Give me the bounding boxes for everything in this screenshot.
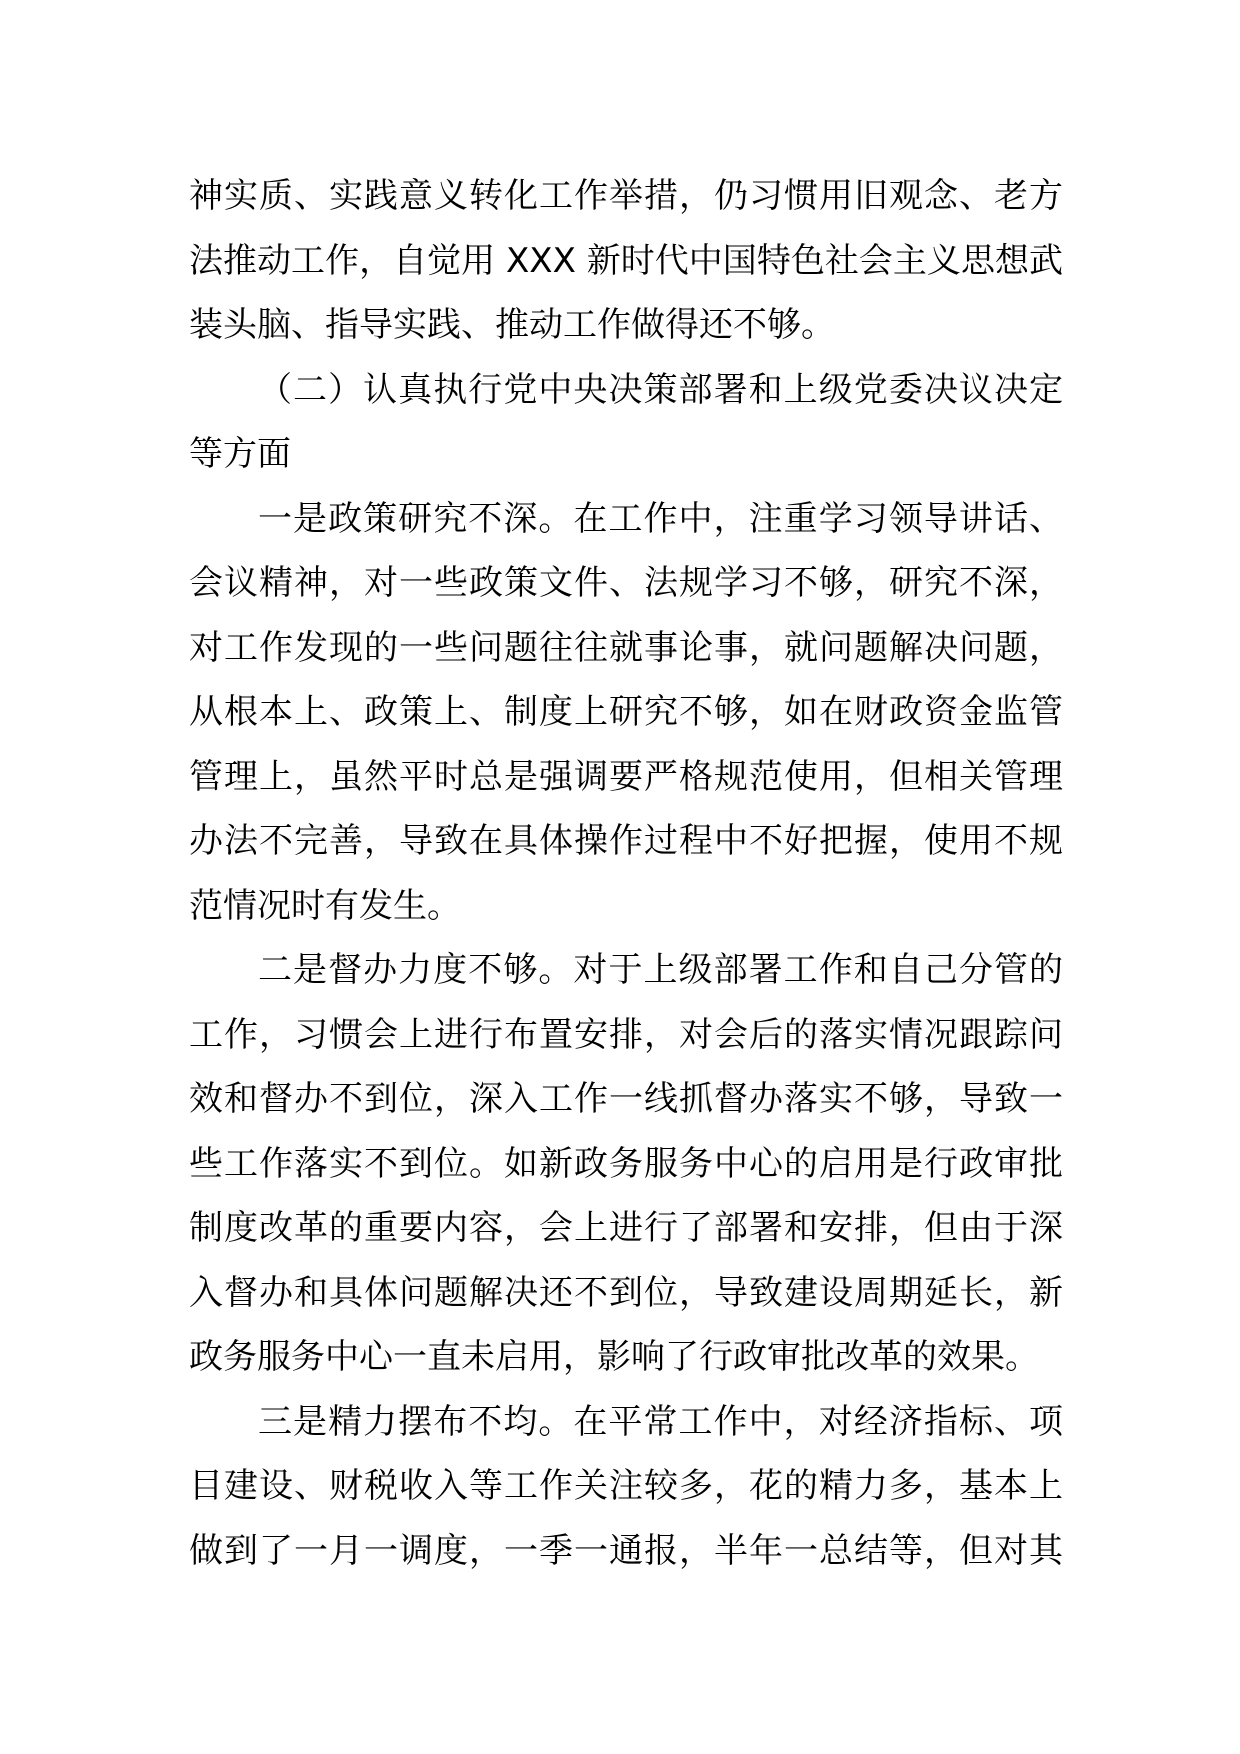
text-line: 制度改革的重要内容，会上进行了部署和安排，但由于深 [189, 1208, 1063, 1248]
text-line: 入督办和具体问题解决还不到位，导致建设周期延长，新 [189, 1272, 1063, 1313]
text-line: 二是督办力度不够。对于上级部署工作和自己分管的 [258, 950, 1063, 990]
text-line: 会议精神，对一些政策文件、法规学习不够，研究不深， [189, 563, 1063, 603]
document-body [189, 164, 1063, 1583]
section-heading-line: （二）认真执行党中央决策部署和上级党委决议决定 [258, 369, 1063, 410]
section-heading-line: 等方面 [189, 434, 291, 474]
text-line: 神实质、实践意义转化工作举措，仍习惯用旧观念、老方 [189, 176, 1063, 216]
text-line: 效和督办不到位，深入工作一线抓督办落实不够，导致一 [189, 1079, 1063, 1119]
text-line: 办法不完善，导致在具体操作过程中不好把握，使用不规 [189, 821, 1063, 861]
text-line: 范情况时有发生。 [189, 885, 461, 926]
text-line: 些工作落实不到位。如新政务服务中心的启用是行政审批 [189, 1143, 1063, 1184]
text-line: 做到了一月一调度，一季一通报，半年一总结等，但对其 [189, 1530, 1063, 1571]
text-line: 工作，习惯会上进行布置安排，对会后的落实情况跟踪问 [189, 1014, 1063, 1055]
text-line: 政务服务中心一直未启用，影响了行政审批改革的效果。 [189, 1337, 1039, 1377]
text-line: 目建设、财税收入等工作关注较多，花的精力多，基本上 [189, 1466, 1063, 1506]
text-line: 装头脑、指导实践、推动工作做得还不够。 [189, 305, 835, 345]
text-line: 从根本上、政策上、制度上研究不够，如在财政资金监管 [189, 692, 1063, 732]
text-line: 法推动工作，自觉用 XXX 新时代中国特色社会主义思想武 [189, 240, 1063, 281]
text-line: 三是精力摆布不均。在平常工作中，对经济指标、项 [258, 1401, 1063, 1442]
text-line: 管理上，虽然平时总是强调要严格规范使用，但相关管理 [189, 756, 1063, 797]
text-line: 对工作发现的一些问题往往就事论事，就问题解决问题， [189, 627, 1063, 668]
text-line: 一是政策研究不深。在工作中，注重学习领导讲话、 [258, 498, 1063, 539]
